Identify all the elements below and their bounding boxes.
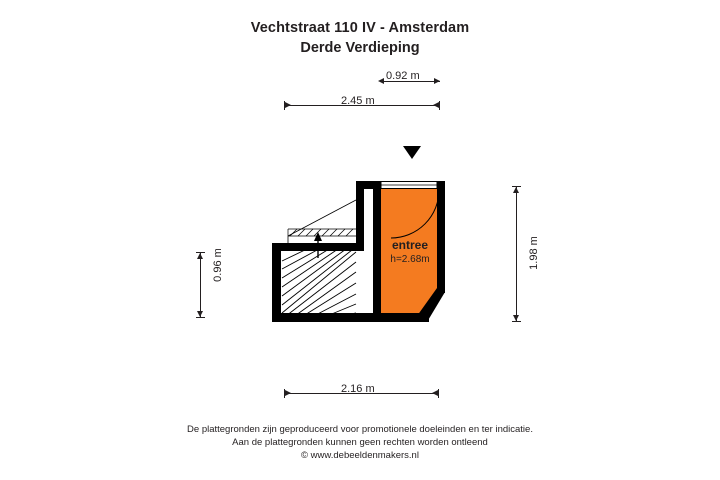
- dim-top-inner-label: 0.92 m: [386, 70, 420, 82]
- dim-top-outer-label: 2.45 m: [341, 95, 375, 107]
- footer-line-2: Aan de plattegronden kunnen geen rechten worden ontleend: [232, 437, 488, 448]
- ceiling-slope-line: [288, 200, 356, 236]
- window-element: [381, 182, 437, 189]
- page-title: Vechtstraat 110 IV - Amsterdam: [250, 20, 470, 36]
- footer-line-3: © www.debeeldenmakers.nl: [301, 450, 419, 461]
- footer-line-1: De plattegronden zijn geproduceerd voor promotionele doeleinden en ter indicatie.: [187, 424, 533, 435]
- dim-left-label: 0.96 m: [212, 248, 224, 282]
- dim-right-label: 1.98 m: [528, 236, 540, 270]
- page-subtitle: Derde Verdieping: [300, 40, 420, 56]
- dim-bottom-label: 2.16 m: [341, 383, 375, 395]
- room-height-entree: h=2.68m: [390, 254, 430, 265]
- stair-opening-hatch: [288, 229, 356, 236]
- room-label-entree: entree: [391, 238, 429, 252]
